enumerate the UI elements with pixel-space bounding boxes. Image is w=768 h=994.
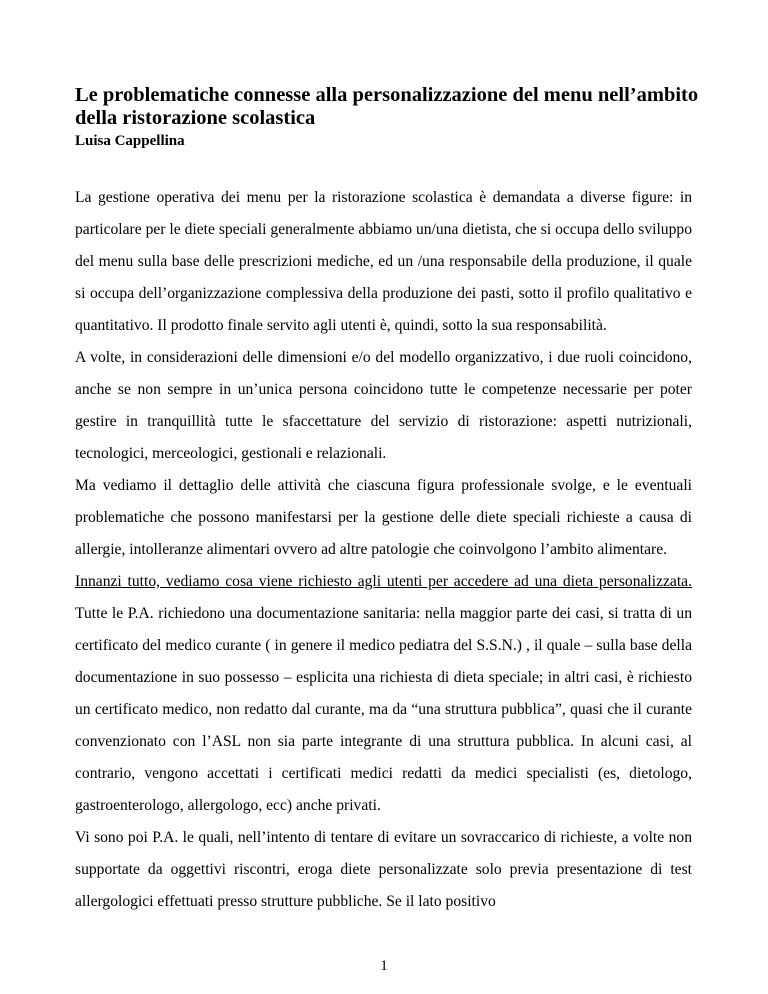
paragraph-4-text: Tutte le P.A. richiedono una documentazione sanitaria: nella maggior parte dei casi, si tratta di un certificato del medico curante ( in genere il medico pediatra del S.S.N.) , il quale – sulla base della documentazione in suo possesso – esplicita una richiesta di dieta speciale; in altri casi, è richiesto un certificato medico, non redatto dal curante, ma da “una struttura pubblica”, quasi che il curante convenzionato con l’ASL non sia parte integrante di una struttura pubblica. In alcuni casi, al contrario, vengono accettati i certificati medici redatti da medici specialisti (es, dietologo, gastroenterologo, allergologo, ecc) anche privati.	[75, 605, 692, 814]
document-body	[75, 182, 692, 918]
paragraph-1: La gestione operativa dei menu per la ristorazione scolastica è demandata a diverse figure: in particolare per le diete speciali generalmente abbiamo un/una dietista, che si occupa dello sviluppo del menu sulla base delle prescrizioni mediche, ed un /una responsabile della produzione, il quale si occupa dell’organizzazione complessiva della produzione dei pasti, sotto il profilo qualitativo e quantitativo. Il prodotto finale servito agli utenti è, quindi, sotto la sua responsabilità.	[75, 189, 692, 334]
document-title: Le problematiche connesse alla personalizzazione del menu nell’ambito della ristorazione scolastica	[75, 84, 699, 129]
paragraph-3: Ma vediamo il dettaglio delle attività che ciascuna figura professionale svolge, e le eventuali problematiche che possono manifestarsi per la gestione delle diete speciali richieste a causa di allergie, intolleranze alimentari ovvero ad altre patologie che coinvolgono l’ambito alimentare.	[75, 477, 692, 558]
paragraph-4	[75, 566, 692, 822]
paragraph-4-underlined-lead: Innanzi tutto, vediamo cosa viene richiesto agli utenti per accedere ad una dieta personalizzata.	[75, 573, 692, 590]
page-number: 1	[380, 958, 388, 974]
document-author: Luisa Cappellina	[75, 133, 185, 149]
paragraph-5: Vi sono poi P.A. le quali, nell’intento di tentare di evitare un sovraccarico di richieste, a volte non supportate da oggettivi riscontri, eroga diete personalizzate solo previa presentazione di test allergologici effettuati presso strutture pubbliche. Se il lato positivo	[75, 829, 692, 910]
paragraph-2: A volte, in considerazioni delle dimensioni e/o del modello organizzativo, i due ruoli coincidono, anche se non sempre in un’unica persona coincidono tutte le competenze necessarie per poter gestire in tranquillità tutte le sfaccettature del servizio di ristorazione: aspetti nutrizionali, tecnologici, merceologici, gestionali e relazionali.	[75, 349, 692, 462]
